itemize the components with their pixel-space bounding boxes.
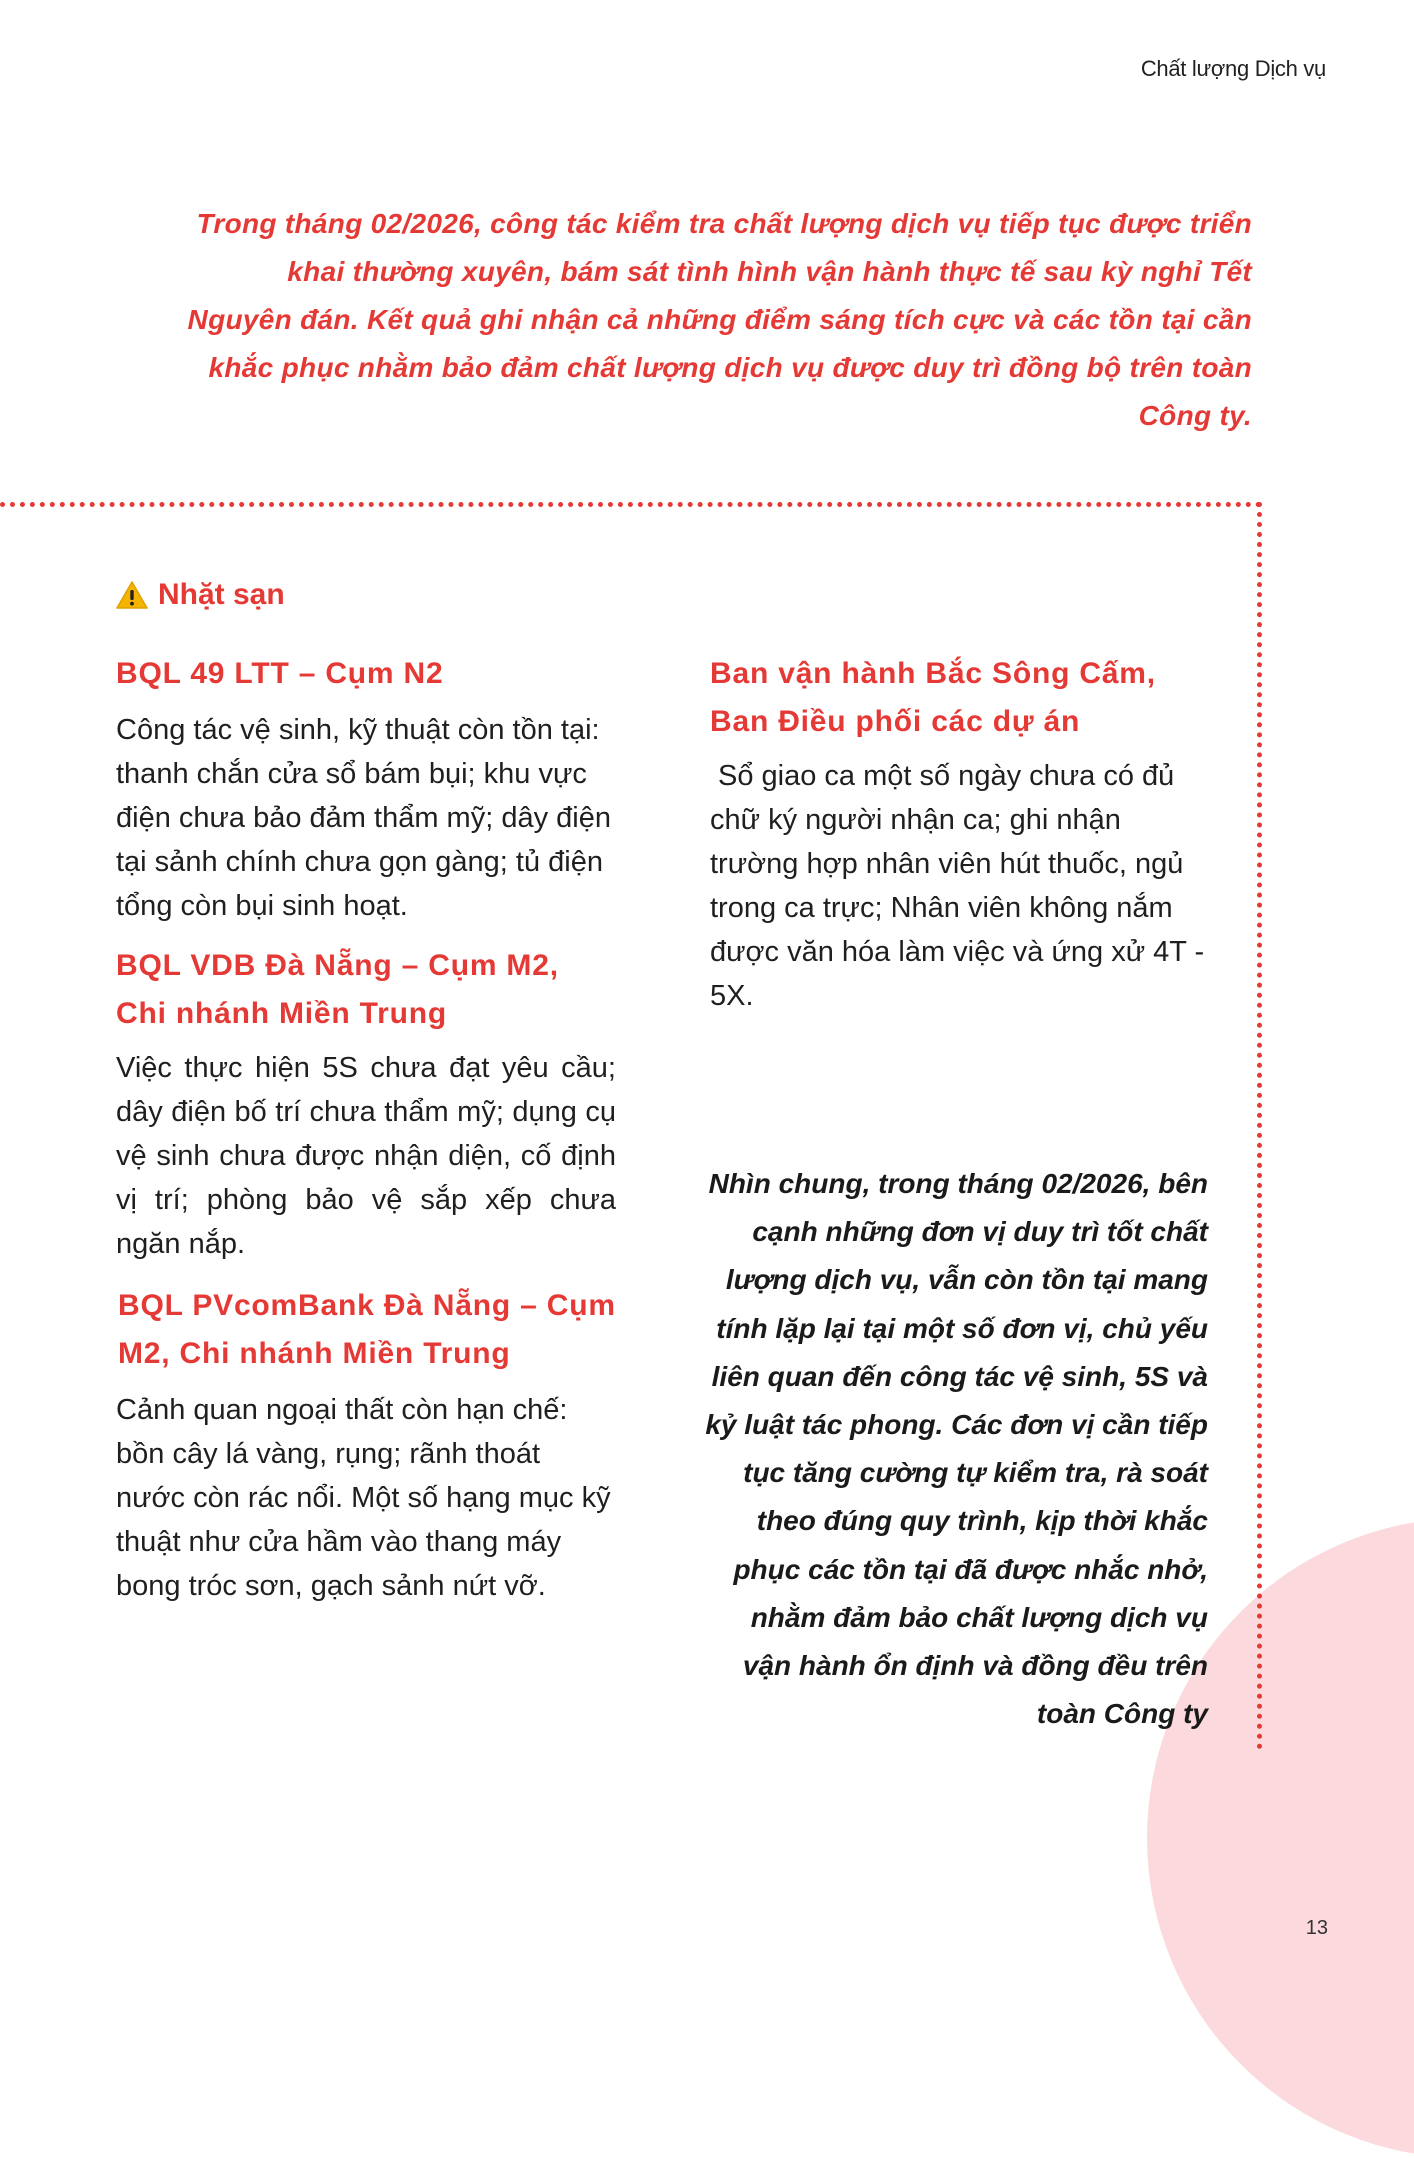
unit-title: BQL 49 LTT – Cụm N2	[116, 657, 444, 690]
section-heading-text: Nhặt sạn	[158, 578, 285, 611]
unit-body: Việc thực hiện 5S chưa đạt yêu cầu; dây điện bố trí chưa thẩm mỹ; dụng cụ vệ sinh chưa được nhận diện, cố định vị trí; phòng bảo vệ sắp xếp chưa ngăn nắp.	[116, 1052, 616, 1260]
unit-block	[710, 650, 1210, 1018]
unit-title: BQL PVcomBank Đà Nẵng – Cụm M2, Chi nhánh Miền Trung	[118, 1289, 616, 1370]
unit-title: BQL VDB Đà Nẵng – Cụm M2, Chi nhánh Miền Trung	[116, 949, 559, 1030]
unit-title: Ban vận hành Bắc Sông Cấm, Ban Điều phối các dự án	[710, 657, 1156, 738]
right-column	[710, 650, 1210, 1018]
section-header: Chất lượng Dịch vụ	[1140, 56, 1326, 81]
warning-icon	[116, 580, 148, 610]
unit-body: Công tác vệ sinh, kỹ thuật còn tồn tại: thanh chắn cửa sổ bám bụi; khu vực điện chưa bảo đảm thẩm mỹ; dây điện tại sảnh chính chưa gọn gàng; tủ điện tổng còn bụi sinh hoạt.	[116, 714, 611, 922]
unit-block	[116, 650, 616, 928]
page-number: 13	[1305, 1917, 1328, 1939]
left-column	[116, 650, 616, 1608]
intro-paragraph: Trong tháng 02/2026, công tác kiểm tra chất lượng dịch vụ tiếp tục được triển khai thường xuyên, bám sát tình hình vận hành thực tế sau kỳ nghỉ Tết Nguyên đán. Kết quả ghi nhận cả những điểm sáng tích cực và các tồn tại cần khắc phục nhằm bảo đảm chất lượng dịch vụ được duy trì đồng bộ trên toàn Công ty.	[187, 208, 1252, 431]
unit-body: Cảnh quan ngoại thất còn hạn chế: bồn cây lá vàng, rụng; rãnh thoát nước còn rác nổi. Một số hạng mục kỹ thuật như cửa hầm vào thang máy bong tróc sơn, gạch sảnh nứt vỡ.	[116, 1394, 611, 1602]
section-heading	[116, 578, 285, 612]
summary-paragraph: Nhìn chung, trong tháng 02/2026, bên cạnh những đơn vị duy trì tốt chất lượng dịch vụ, vẫn còn tồn tại mang tính lặp lại tại một số đơn vị, chủ yếu liên quan đến công tác vệ sinh, 5S và kỷ luật tác phong. Các đơn vị cần tiếp tục tăng cường tự kiểm tra, rà soát theo đúng quy trình, kịp thời khắc phục các tồn tại đã được nhắc nhở, nhằm đảm bảo chất lượng dịch vụ vận hành ổn định và đồng đều trên toàn Công ty	[705, 1168, 1208, 1730]
unit-block	[116, 1282, 616, 1608]
unit-body: Sổ giao ca một số ngày chưa có đủ chữ ký người nhận ca; ghi nhận trường hợp nhân viên hút thuốc, ngủ trong ca trực; Nhân viên không nắm được văn hóa làm việc và ứng xử 4T - 5X.	[710, 760, 1205, 1012]
unit-block	[116, 942, 616, 1266]
